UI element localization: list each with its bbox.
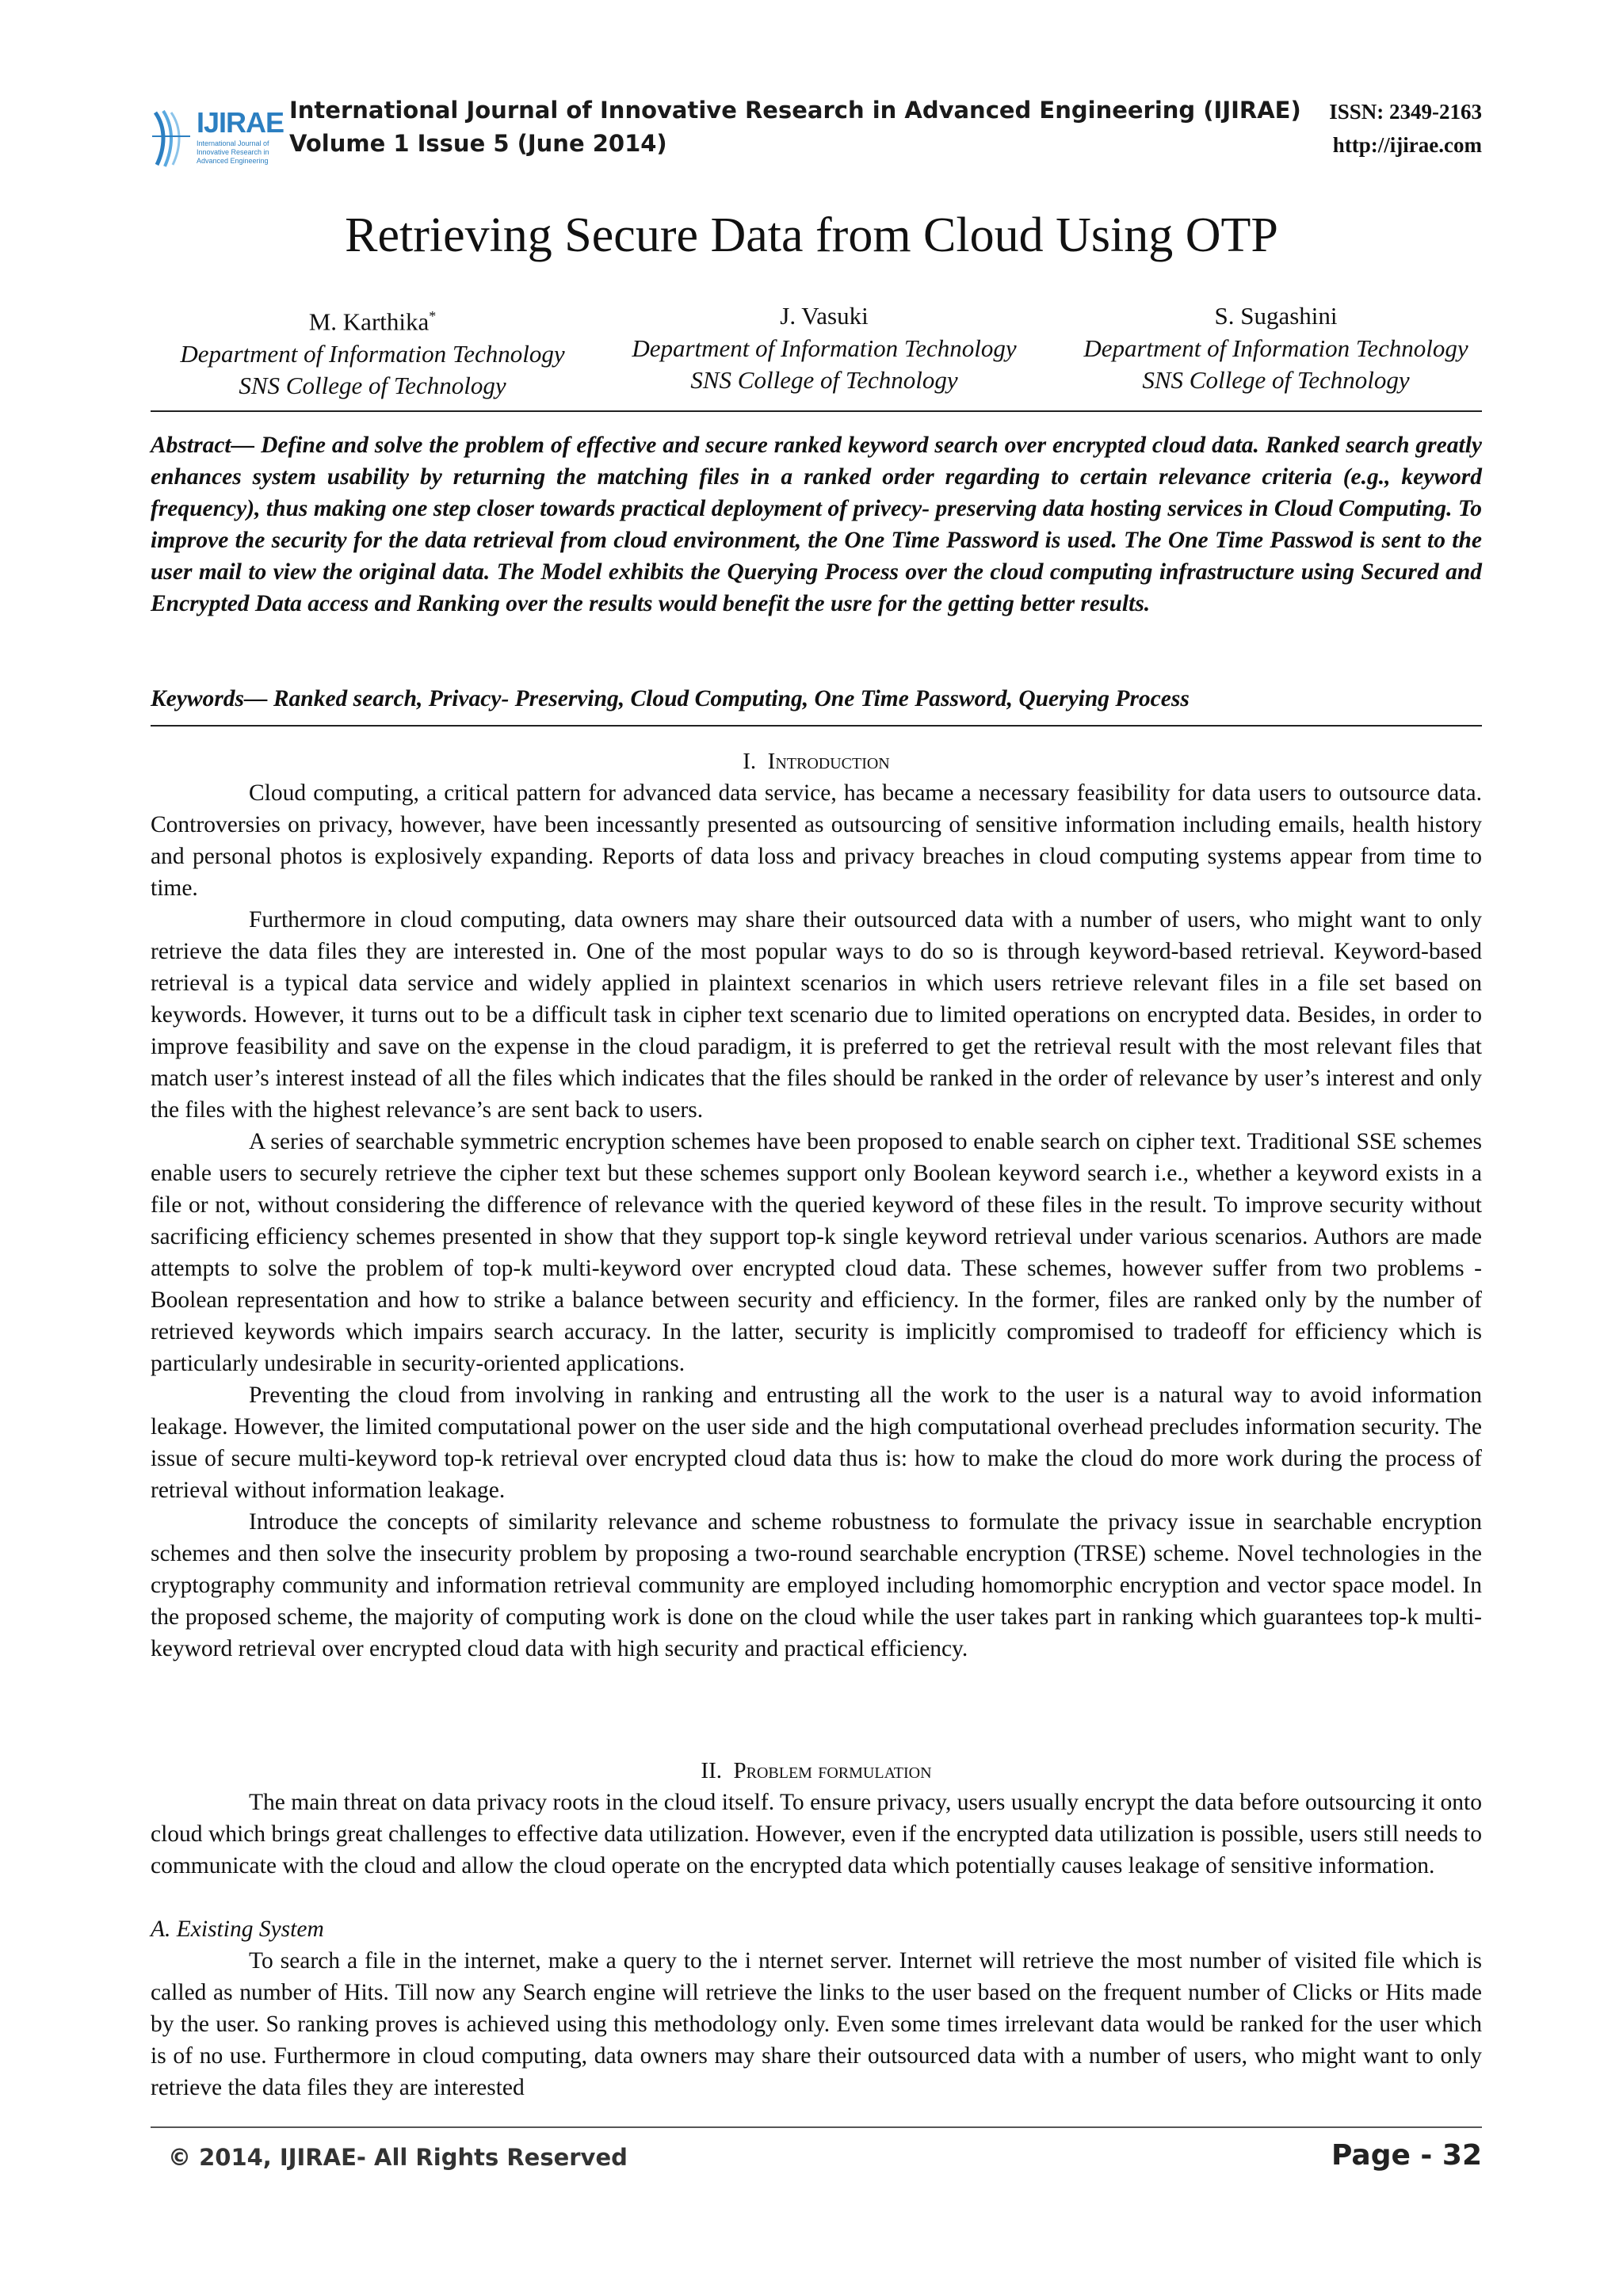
journal-header [151, 95, 1482, 166]
paragraph: The main threat on data privacy roots in the cloud itself. To ensure privacy, users usually encrypt the data before outsourcing it onto cloud which brings great challenges to effective data utilization. However, even if the encrypted data utilization is possible, users still needs to communicate with the cloud and allow the cloud operate on the encrypted data which potentially causes leakage of sensitive information. [151, 1790, 1482, 1878]
author-mark: * [429, 308, 437, 324]
paragraph: To search a file in the internet, make a query to the i nternet server. Internet will retrieve the most number of visited file which is called as number of Hits. Till now any Search engine will retrieve the links to the user based on the frequent number of Clicks or Hits made by the user. So ranking proves is achieved using this methodology only. Even some times irrelevant data would be ranked for the user which is of no use. Furthermore in cloud computing, data owners may share their outsourced data with a number of users, who might want to only retrieve the data files they are interested [151, 1948, 1482, 2100]
author-name: S. Sugashini [1214, 302, 1338, 330]
journal-name: International Journal of Innovative Research in Advanced Engineering (IJIRAE) [289, 97, 1301, 124]
existing-system-body [151, 1945, 1482, 2103]
author-college: SNS College of Technology [690, 366, 958, 394]
keywords-label: Keywords— [151, 686, 268, 711]
section-heading-problem [151, 1755, 1482, 1787]
author-name: J. Vasuki [780, 302, 869, 330]
logo-text: IJIRAE [197, 106, 285, 139]
abstract [151, 429, 1482, 620]
author-name: M. Karthika [308, 307, 430, 336]
keywords-text: Ranked search, Privacy- Preserving, Cloud Computing, One Time Password, Querying Process [267, 686, 1190, 711]
journal-issn: ISSN: 2349-2163 [1329, 100, 1482, 124]
logo-subtitle: International Journal of Innovative Research in Advanced Engineering [197, 139, 269, 165]
author-dept: Department of Information Technology [180, 340, 565, 368]
section-heading-introduction [151, 746, 1482, 777]
paper-title: Retrieving Secure Data from Cloud Using OTP [345, 208, 1278, 262]
page-number: Page - 32 [1331, 2139, 1482, 2172]
author-college: SNS College of Technology [239, 372, 506, 400]
paragraph: Cloud computing, a critical pattern for advanced data service, has became a necessary feasibility for data users to outsource data. Controversies on privacy, however, have been incessantly presented as outsourcing of sensitive information including emails, health history and personal photos is explosively expanding. Reports of data loss and privacy breaches in cloud computing systems appear from time to time. [151, 780, 1482, 901]
paragraph: Preventing the cloud from involving in ranking and entrusting all the work to the user is a natural way to avoid information leakage. However, the limited computational power on the user side and the high computational overhead precludes information security. The issue of secure multi-keyword top-k retrieval over encrypted cloud data thus is: how to make the cloud do more work during the process of retrieval without information leakage. [151, 1383, 1482, 1503]
keywords [151, 683, 1482, 715]
abstract-text: Define and solve the problem of effective and secure ranked keyword search over encrypted cloud data. Ranked search greatly enhances system usability by returning the matching files in a ranked order regarding to certain relevance criteria (e.g., keyword frequency), thus making one step closer towards practical deployment of privecy- preserving data hosting services in Cloud Computing. To improve the security for the data retrieval from cloud environment, the One Time Password is used. The One Time Passwod is sent to the user mail to view the original data. The Model exhibits the Querying Process over the cloud computing infrastructure using Secured and Encrypted Data access and Ranking over the results would benefit the usre for the getting better results. [151, 433, 1482, 616]
paragraph: A series of searchable symmetric encryption schemes have been proposed to enable search on cipher text. Traditional SSE schemes enable users to securely retrieve the cipher text but these schemes support only Boolean keyword search i.e., whether a keyword exists in a file or not, without considering the difference of relevance with the queried keyword of these files in the result. To improve security without sacrificing efficiency schemes presented in show that they support top-k single keyword retrieval under various scenarios. Authors are made attempts to solve the problem of top-k multi-keyword over encrypted cloud data. These schemes, however suffer from two problems - Boolean representation and how to strike a balance between security and efficiency. In the former, files are ranked only by the number of retrieved keywords which impairs search accuracy. In the latter, security is implicitly compromised to tradeoff for efficiency which is particularly undesirable in security-oriented applications. [151, 1129, 1482, 1376]
author-dept: Department of Information Technology [1083, 334, 1468, 362]
divider-keywords [151, 725, 1482, 727]
subsection-heading-existing-system: A. Existing System [151, 1917, 324, 1942]
abstract-label: Abstract— [151, 433, 255, 458]
journal-volume: Volume 1 Issue 5 (June 2014) [289, 130, 667, 157]
paragraph: Furthermore in cloud computing, data owners may share their outsourced data with a number of users, who might want to only retrieve the data files they are interested in. One of the most popular ways to do so is through keyword-based retrieval. Keyword-based retrieval is a typical data service and widely applied in plaintext scenarios in which users retrieve relevant files in a file set based on keywords. However, it turns out to be a difficult task in cipher text scenario due to limited operations on encrypted data. Besides, in order to improve feasibility and save on the expense in the cloud paradigm, it is preferred to get the retrieval result with the most relevant files that match user’s interest instead of all the files which indicates that the files should be ranked in the order of relevance by user’s interest and only the files with the highest relevance’s are sent back to users. [151, 907, 1482, 1123]
author-college: SNS College of Technology [1142, 366, 1410, 394]
section-title: Problem formulation [733, 1758, 932, 1783]
section-number: I. [743, 749, 757, 774]
footer-divider [151, 2126, 1482, 2128]
author-3 [1054, 299, 1498, 396]
problem-body [151, 1787, 1482, 1882]
logo-swirl-icon [151, 105, 195, 168]
section-title: Introduction [767, 749, 890, 774]
author-1 [151, 299, 594, 402]
author-2 [602, 299, 1046, 396]
paragraph: Introduce the concepts of similarity relevance and scheme robustness to formulate the privacy issue in searchable encryption schemes and then solve the insecurity problem by proposing a two-round searchable encryption (TRSE) scheme. Novel technologies in the cryptography community and information retrieval community are employed including homomorphic encryption and vector space model. In the proposed scheme, the majority of computing work is done on the cloud while the user takes part in ranking which guarantees top-k multi-keyword retrieval over encrypted cloud data with high security and practical efficiency. [151, 1509, 1482, 1661]
footer-copyright: © 2014, IJIRAE- All Rights Reserved [168, 2144, 628, 2171]
author-dept: Department of Information Technology [632, 334, 1017, 362]
section-number: II. [701, 1758, 722, 1783]
introduction-body [151, 777, 1482, 1665]
divider-top [151, 410, 1482, 412]
journal-logo [151, 105, 285, 168]
journal-url[interactable]: http://ijirae.com [1332, 133, 1482, 157]
